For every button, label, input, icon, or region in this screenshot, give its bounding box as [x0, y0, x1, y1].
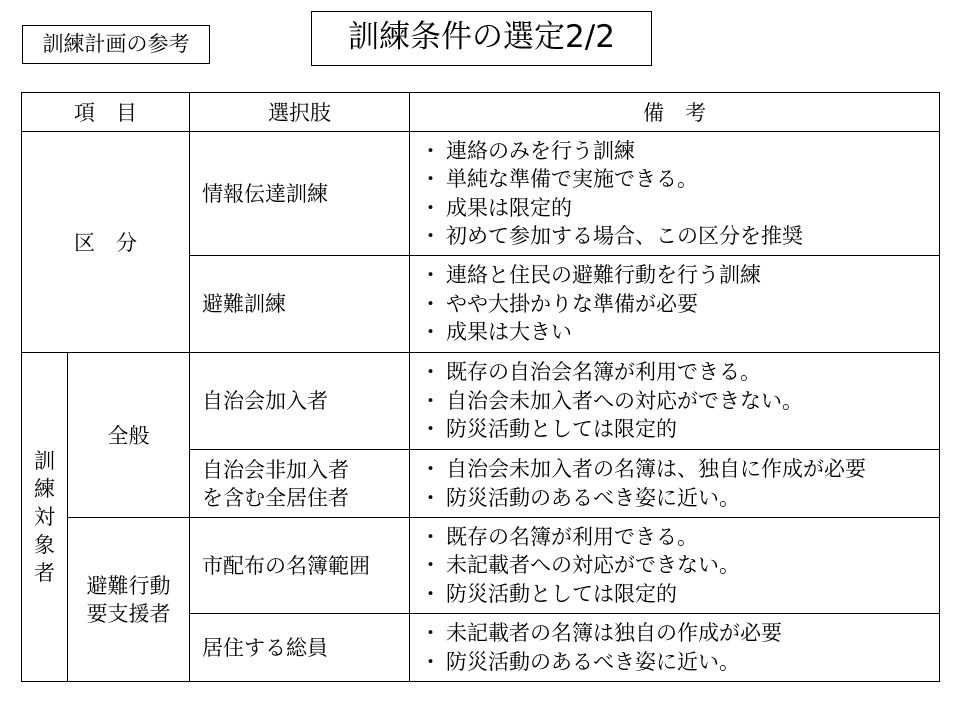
- notes-list: [410, 257, 939, 351]
- notes-cell: [410, 518, 940, 614]
- choice-cell: 避難訓練: [190, 256, 410, 353]
- note-item: ・ やや大掛かりな準備が必要: [420, 291, 698, 316]
- note-item: ・ 自治会未加入者の名簿は、独自に作成が必要: [420, 457, 866, 481]
- note-item: ・ 成果は限定的: [420, 195, 572, 220]
- notes-list: [410, 354, 939, 448]
- notes-cell: [410, 614, 940, 682]
- table-row: [22, 518, 940, 614]
- note-item: ・ 単純な準備で実施できる。: [420, 167, 698, 191]
- choice-cell: 居住する総員: [190, 614, 410, 682]
- plan-reference-tag: 訓練計画の参考: [22, 25, 210, 64]
- notes-list: [410, 133, 939, 255]
- header-notes: 備 考: [410, 93, 940, 132]
- note-item: ・ 防災活動としては限定的: [420, 417, 677, 442]
- note-item: ・ 連絡と住民の避難行動を行う訓練: [420, 263, 761, 288]
- header-row: [22, 93, 940, 132]
- choice-cell: 自治会加入者: [190, 353, 410, 450]
- note-item: ・ 未記載者の名簿は独自の作成が必要: [420, 621, 782, 645]
- notes-cell: [410, 353, 940, 450]
- notes-list: [410, 615, 939, 680]
- note-item: ・ 自治会未加入者への対応ができない。: [420, 388, 803, 413]
- group-support-label: 避難行動 要支援者: [68, 518, 190, 682]
- section-kubun-label: 区 分: [22, 132, 190, 353]
- header-item: 項 目: [22, 93, 190, 132]
- notes-cell: [410, 132, 940, 256]
- note-item: ・ 未記載者への対応ができない。: [420, 553, 740, 578]
- notes-list: [410, 519, 939, 613]
- choice-cell: 情報伝達訓練: [190, 132, 410, 256]
- group-general-label: 全般: [68, 353, 190, 518]
- table-row: [22, 353, 940, 450]
- table-row: [22, 132, 940, 256]
- header-choice: 選択肢: [190, 93, 410, 132]
- notes-cell: [410, 256, 940, 353]
- note-item: ・ 防災活動のあるべき姿に近い。: [420, 649, 740, 674]
- note-item: ・ 成果は大きい: [420, 320, 572, 345]
- notes-list: [410, 451, 939, 516]
- notes-cell: [410, 450, 940, 518]
- page-title: 訓練条件の選定2/2: [311, 11, 652, 66]
- note-item: ・ 防災活動のあるべき姿に近い。: [420, 485, 740, 510]
- note-item: ・ 初めて参加する場合、この区分を推奨: [420, 224, 803, 248]
- note-item: ・ 既存の名簿が利用できる。: [420, 524, 698, 549]
- choice-cell: 自治会非加入者 を含む全居住者: [190, 450, 410, 518]
- choice-cell: 市配布の名簿範囲: [190, 518, 410, 614]
- note-item: ・ 防災活動としては限定的: [420, 581, 677, 606]
- training-conditions-table: [21, 92, 940, 682]
- note-item: ・ 既存の自治会名簿が利用できる。: [420, 360, 761, 385]
- note-item: ・ 連絡のみを行う訓練: [420, 138, 635, 163]
- section-target-label: 訓 練 対 象 者: [22, 353, 68, 682]
